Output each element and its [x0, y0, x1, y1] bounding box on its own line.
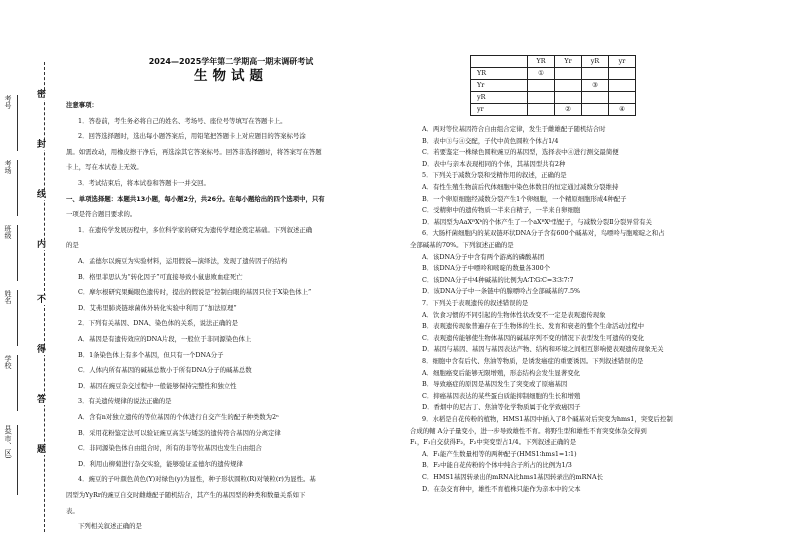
text-line: D．艾弗里肺炎链球菌体外转化实验中利用了“加法原理” [78, 303, 237, 312]
seal-char: 题 [37, 445, 47, 455]
text-line: D．基因与基因、基因与基因表达产物、结构和环境之间相互影响使表观遗传现象无关 [422, 345, 664, 354]
table-cell: ③ [582, 80, 609, 92]
text-line: 5．下列关于减数分裂和受精作用的叙述，正确的是 [422, 171, 567, 180]
table-row [471, 68, 636, 80]
text-line: 合成的輔 A分子量变小，进一步导致雄性不育。将野生型和雄性不育突变体杂交得到 [410, 426, 647, 435]
table-cell: ④ [609, 104, 636, 116]
text-line: 卡上，写在本试卷上无效。 [66, 163, 143, 172]
text-line: C．若要鉴定一株绿色圆粒豌豆的基因型，选择表中④进行测交最简便 [422, 148, 619, 157]
seal-char: 封 [37, 140, 47, 150]
text-line: A．有性生殖生物前后代体细胞中染色体数目的恒定通过减数分裂维持 [422, 183, 619, 191]
text-line: B．一个卵原细胞经减数分裂产生1个卵细胞，一个精原细胞形成4种配子 [422, 194, 627, 203]
text-line: D．利用山柳菊进行杂交实验，能够验证孟德尔的遗传规律 [78, 459, 243, 468]
table-cell [609, 80, 636, 92]
field-label: 姓名 [4, 290, 12, 304]
exam-title: 2024—2025学年第二学期高一期末调研考试 [148, 57, 314, 66]
table-header-cell: yr [609, 56, 636, 68]
text-line: B．格里菲思认为“转化因子”可直接导致小鼠患败血症死亡 [78, 272, 243, 281]
text-line: C．HMS1基因转录出的mRNA比hms1基因转录出的mRNA长 [422, 473, 603, 481]
field-label: 考号 [4, 95, 12, 109]
text-line: 7．下列关于表观遗传的叙述错误的是 [422, 299, 529, 307]
field-label: 县(市、区) [4, 425, 12, 459]
text-line: D．基因在豌豆杂交过程中一般能够保持完整性和独立性 [78, 381, 237, 390]
table-cell [582, 68, 609, 80]
field-class[interactable] [3, 225, 27, 281]
text-line: B．采用花粉鉴定法可以验证豌豆高茎与矮茎的遗传符合基因的分离定律 [78, 428, 281, 437]
row-header-cell: yr [471, 104, 528, 116]
text-line: B．1条染色体上有多个基因，但只有一个DNA分子 [78, 350, 224, 359]
text-line: 8．细胞中含有后代、焦油等物质，是诱发癌症的重要诱因。下列叙述错误的是 [422, 357, 644, 365]
binding-margin [0, 0, 62, 545]
text-line: C．受精卵中的遗传物质一半来自精子，一半来自卵细胞 [422, 206, 581, 215]
text-line: C．抑癌基因表达的某些蛋白质能抑制细胞的生长和增殖 [422, 391, 581, 400]
text-line: F₁，F₁自交获得F₂，F₂中突变型占1/4。下列叙述正确的是 [410, 438, 577, 447]
text-line: C．非同源染色体自由组合时，所有的非等位基因也发生自由组合 [78, 444, 262, 453]
table-cell [582, 104, 609, 116]
table-cell [555, 92, 582, 104]
text-line: B．该DNA分子中嘌呤和嘧啶的数量各300个 [422, 264, 551, 273]
seal-char: 得 [37, 345, 47, 355]
text-line: A．F₁能产生数量相等的两种配子(HMS1∶hms1=1∶1) [422, 449, 577, 458]
text-line: C．人体内所有基因的碱基总数小于所有DNA分子的碱基总数 [78, 366, 252, 375]
field-label: 考场 [4, 160, 12, 174]
text-line: B．表中③与④交配，子代中黄色圆粒个体占1/4 [422, 136, 559, 145]
seal-char: 内 [37, 240, 47, 250]
text-line: 9．水稻是自花传粉的植物，HMS1基因中插入了8个碱基对后突变为hms1，突变后控制 [422, 415, 673, 423]
field-name[interactable] [3, 290, 27, 346]
text-line: 下列相关叙述正确的是 [78, 522, 142, 531]
text-line: 2．回答选择题时，选出每小题答案后，用铅笔把答题卡上对应题目的答案标号涂 [78, 132, 306, 141]
table-cell: ① [528, 68, 555, 80]
text-line: 因型为YyRr的豌豆自交时雌雄配子随机结合，其产生的基因型的种类和数量关系如下 [66, 491, 306, 499]
table-row [471, 80, 636, 92]
text-line: 全部碱基的70%。下列叙述正确的是 [410, 241, 514, 249]
row-header-cell: yR [471, 92, 528, 104]
text-line: A．饮食习惯的不同引起的生物体性状改变不一定是表观遗传现象 [422, 310, 606, 319]
text-line: 3．考试结束后，将本试卷和答题卡一并交回。 [78, 179, 210, 187]
gamete-table [470, 55, 636, 116]
table-cell [555, 80, 582, 92]
text-line: A．该DNA分子中含有两个游离的磷酸基团 [422, 252, 545, 261]
text-line: 2．下列有关基因、DNA、染色体的关系，说法正确的是 [78, 319, 238, 328]
text-line: C．该DNA分子中4种碱基的比例为A∶T∶G∶C=3∶3∶7∶7 [422, 275, 574, 284]
seal-char: 不 [37, 295, 47, 305]
table-cell [582, 92, 609, 104]
text-line: 1．答卷前，考生务必将自己的姓名、考场号、座位号等填写在答题卡上。 [78, 116, 287, 125]
field-county[interactable] [3, 425, 27, 495]
text-line: B．表观遗传现象普遍存在于生物体的生长、发育和衰老的整个生命活动过程中 [422, 322, 644, 331]
text-line: A．孟德尔以豌豆为实验材料，运用假说—演绎法，发现了遗传因子的结构 [78, 257, 288, 265]
text-line: 一项是符合题目要求的。 [66, 210, 137, 219]
table-cell [609, 68, 636, 80]
field-exam-room[interactable] [3, 160, 27, 216]
text-line: A．含有n对独立遗传的等位基因的个体进行自交产生的配子种类数为2ⁿ [78, 413, 279, 421]
table-cell [528, 92, 555, 104]
text-line: B．导致癌症的原因是基因发生了突变或了原癌基因 [422, 380, 568, 389]
table-cell [528, 80, 555, 92]
field-label: 班级 [4, 225, 12, 239]
table-cell [555, 68, 582, 80]
table-row [471, 104, 636, 116]
text-line: D．该DNA分子中一条链中的腺嘌呤占全部碱基的7.5% [422, 287, 581, 296]
field-school[interactable] [3, 355, 27, 411]
text-line: 注意事项： [66, 101, 98, 109]
table-header-row [471, 56, 636, 68]
field-label: 学校 [4, 355, 12, 369]
text-line: B．F₂中能自花传粉的个体中纯合子所占的比例为1/3 [422, 461, 572, 470]
text-line: 1．在遗传学发展历程中，多位科学家的研究为遗传学理论奠定基础。下列叙述正确 [78, 225, 313, 234]
text-line: C．摩尔根研究果蝇眼色遗传时，提出的假说是“控制白眼的基因只位于X染色体上” [78, 288, 312, 297]
text-line: D．表中与亲本表现相同的个体，其基因型共有2种 [422, 159, 566, 168]
text-line: 6．大肠杆菌细胞内的某双链环状DNA分子含有600个碱基对，鸟嘌呤与胞嘧啶之和占 [422, 229, 665, 238]
text-line: C．表观遗传能够使生物体基因的碱基序列不变的情况下表型发生可遗传的变化 [422, 333, 645, 342]
row-header-cell: Yr [471, 80, 528, 92]
table-header-cell: YR [528, 56, 555, 68]
row-header-cell: YR [471, 68, 528, 80]
table-header-cell: yR [582, 56, 609, 68]
text-line: 3．有关遗传规律的说法正确的是 [78, 397, 172, 406]
text-line: 一、单项选择题：本题共13小题，每小题2分，共26分。在每小题给出的四个选项中，只有 [66, 194, 325, 203]
text-line: 表。 [66, 506, 79, 515]
text-line: D．在杂交育种中，雄性不育植株只能作为亲本中的父本 [422, 484, 581, 493]
seal-char: 答 [37, 395, 47, 405]
text-line: A．细胞癌变后能够无限增殖，形态结构会发生显著变化 [422, 368, 580, 377]
subject-title: 生物试题 [194, 68, 268, 84]
table-header-cell [471, 56, 528, 68]
seal-char: 密 [37, 90, 47, 100]
field-exam-number[interactable] [3, 95, 27, 151]
text-line: 4．豌豆的子叶颜色黄色(Y)对绿色(y)为显性，种子形状圆粒(R)对皱粒(r)为显性。基 [78, 475, 316, 484]
text-line: 黑。如需改动，用橡皮擦干净后，再选涂其它答案标号。回答非选择题时，将答案写在答题 [66, 147, 322, 156]
text-line: D．香烟中的尼古丁、焦油等化学物质属于化学致癌因子 [422, 403, 581, 412]
table-row [471, 92, 636, 104]
text-line: 的是 [66, 241, 79, 250]
text-line: D．基因型为AaXᴮXᵇ的个体产生了一个aXᴮXᵇ型配子，与减数分裂Ⅱ分裂异常有关 [422, 217, 652, 226]
table-cell [528, 104, 555, 116]
table-cell: ② [555, 104, 582, 116]
text-line: A．基因是有遗传效应的DNA片段，一般位于非同源染色体上 [78, 335, 252, 343]
seal-char: 线 [37, 190, 47, 200]
table-header-cell: Yr [555, 56, 582, 68]
text-line: A．两对等位基因符合自由组合定律，发生于雌雄配子随机结合时 [422, 125, 606, 133]
table-cell [609, 92, 636, 104]
